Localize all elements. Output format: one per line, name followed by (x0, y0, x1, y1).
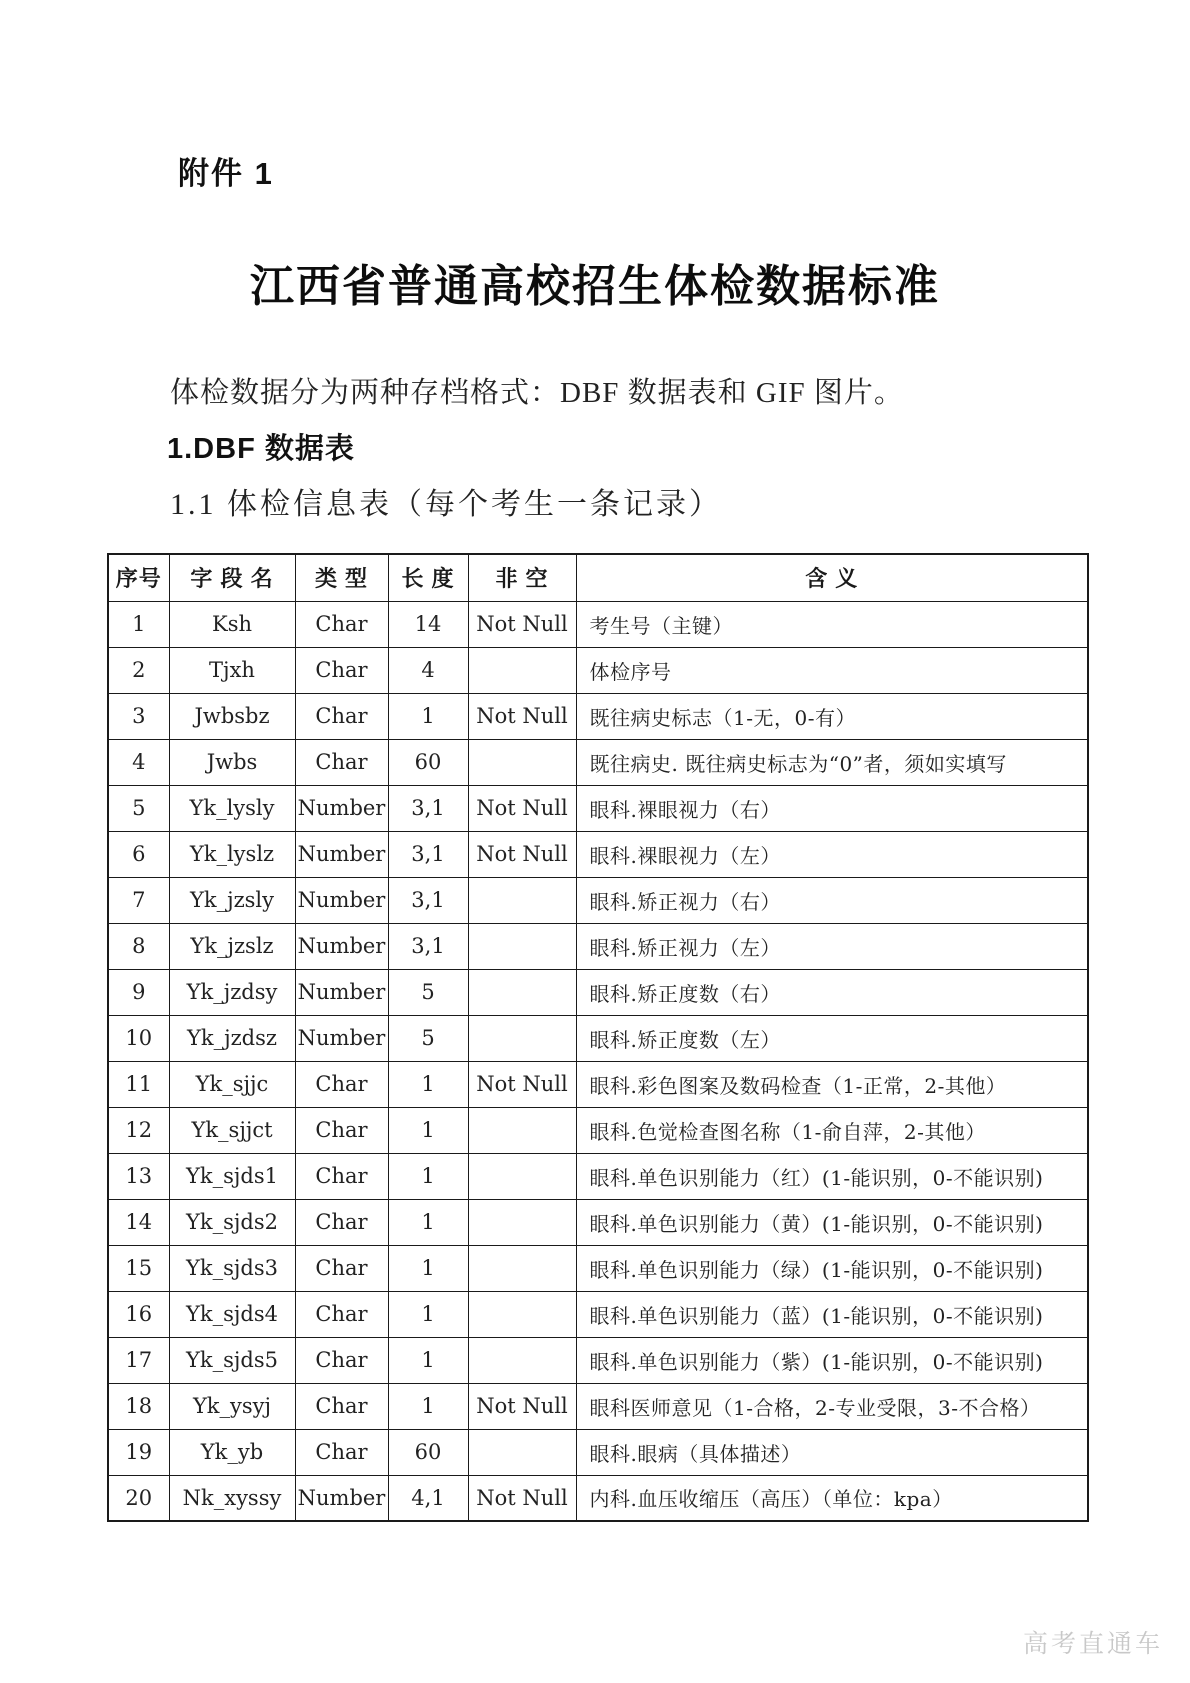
cell-no: 11 (108, 1061, 169, 1107)
table-body (108, 601, 1088, 1521)
cell-meaning: 既往病史标志（1-无，0-有） (576, 693, 1088, 739)
cell-meaning: 眼科.矫正视力（右） (576, 877, 1088, 923)
table-row (108, 785, 1088, 831)
cell-meaning: 眼科医师意见（1-合格，2-专业受限，3-不合格） (576, 1383, 1088, 1429)
cell-not_null (468, 969, 576, 1015)
cell-no: 13 (108, 1153, 169, 1199)
table-row (108, 1475, 1088, 1521)
cell-field: Yk_sjds1 (169, 1153, 295, 1199)
cell-field: Yk_sjds2 (169, 1199, 295, 1245)
cell-meaning: 眼科.矫正度数（右） (576, 969, 1088, 1015)
table-row (108, 1383, 1088, 1429)
cell-length: 1 (388, 1383, 468, 1429)
cell-no: 16 (108, 1291, 169, 1337)
cell-length: 1 (388, 1061, 468, 1107)
cell-field: Jwbsbz (169, 693, 295, 739)
cell-not_null (468, 877, 576, 923)
cell-type: Char (295, 693, 388, 739)
cell-no: 6 (108, 831, 169, 877)
cell-no: 2 (108, 647, 169, 693)
cell-not_null (468, 647, 576, 693)
cell-type: Char (295, 1199, 388, 1245)
cell-length: 3,1 (388, 923, 468, 969)
cell-type: Char (295, 1061, 388, 1107)
cell-length: 5 (388, 1015, 468, 1061)
cell-no: 9 (108, 969, 169, 1015)
table-row (108, 1061, 1088, 1107)
cell-not_null (468, 1245, 576, 1291)
header-length: 长 度 (388, 554, 468, 601)
cell-meaning: 眼科.单色识别能力（黄）(1-能识别，0-不能识别) (576, 1199, 1088, 1245)
header-meaning: 含 义 (576, 554, 1088, 601)
cell-field: Yk_sjjc (169, 1061, 295, 1107)
cell-type: Char (295, 1383, 388, 1429)
cell-not_null: Not Null (468, 1475, 576, 1521)
cell-length: 4 (388, 647, 468, 693)
cell-meaning: 眼科.单色识别能力（蓝）(1-能识别，0-不能识别) (576, 1291, 1088, 1337)
cell-type: Char (295, 1245, 388, 1291)
cell-length: 5 (388, 969, 468, 1015)
table-row (108, 601, 1088, 647)
cell-type: Number (295, 877, 388, 923)
table-row (108, 1015, 1088, 1061)
cell-meaning: 眼科.单色识别能力（紫）(1-能识别，0-不能识别) (576, 1337, 1088, 1383)
cell-length: 1 (388, 1291, 468, 1337)
field-definition-table (107, 553, 1089, 1522)
cell-length: 60 (388, 1429, 468, 1475)
header-field: 字 段 名 (169, 554, 295, 601)
cell-length: 1 (388, 1245, 468, 1291)
cell-field: Yk_ysyj (169, 1383, 295, 1429)
cell-field: Jwbs (169, 739, 295, 785)
cell-type: Number (295, 1475, 388, 1521)
cell-length: 1 (388, 1199, 468, 1245)
cell-type: Char (295, 739, 388, 785)
header-no: 序号 (108, 554, 169, 601)
cell-meaning: 眼科.彩色图案及数码检查（1-正常，2-其他） (576, 1061, 1088, 1107)
cell-length: 3,1 (388, 831, 468, 877)
intro-paragraph: 体检数据分为两种存档格式：DBF 数据表和 GIF 图片。 (170, 377, 904, 409)
cell-field: Yk_jzsly (169, 877, 295, 923)
cell-field: Yk_sjds5 (169, 1337, 295, 1383)
cell-type: Char (295, 1153, 388, 1199)
cell-type: Number (295, 1015, 388, 1061)
cell-length: 60 (388, 739, 468, 785)
cell-meaning: 眼科.单色识别能力（绿）(1-能识别，0-不能识别) (576, 1245, 1088, 1291)
header-notnull: 非 空 (468, 554, 576, 601)
cell-no: 12 (108, 1107, 169, 1153)
table-row (108, 1107, 1088, 1153)
cell-type: Char (295, 1429, 388, 1475)
cell-field: Yk_sjjct (169, 1107, 295, 1153)
cell-meaning: 眼科.矫正视力（左） (576, 923, 1088, 969)
cell-field: Yk_sjds3 (169, 1245, 295, 1291)
cell-no: 20 (108, 1475, 169, 1521)
cell-type: Number (295, 785, 388, 831)
cell-no: 5 (108, 785, 169, 831)
cell-type: Char (295, 1107, 388, 1153)
cell-type: Char (295, 1337, 388, 1383)
header-type: 类 型 (295, 554, 388, 601)
cell-type: Char (295, 1291, 388, 1337)
cell-not_null: Not Null (468, 831, 576, 877)
table-row (108, 969, 1088, 1015)
cell-length: 1 (388, 693, 468, 739)
cell-field: Yk_lysly (169, 785, 295, 831)
cell-length: 14 (388, 601, 468, 647)
cell-no: 10 (108, 1015, 169, 1061)
cell-length: 3,1 (388, 877, 468, 923)
cell-no: 3 (108, 693, 169, 739)
cell-field: Yk_jzdsz (169, 1015, 295, 1061)
table-row (108, 1153, 1088, 1199)
cell-length: 1 (388, 1107, 468, 1153)
table-row (108, 1199, 1088, 1245)
cell-field: Yk_jzslz (169, 923, 295, 969)
cell-no: 14 (108, 1199, 169, 1245)
cell-no: 17 (108, 1337, 169, 1383)
cell-field: Nk_xyssy (169, 1475, 295, 1521)
table-row (108, 1429, 1088, 1475)
cell-meaning: 内科.血压收缩压（高压）（单位：kpa） (576, 1475, 1088, 1521)
table-row (108, 877, 1088, 923)
cell-not_null (468, 1107, 576, 1153)
cell-not_null: Not Null (468, 693, 576, 739)
table-row (108, 831, 1088, 877)
watermark: 高考直通车 (1022, 1630, 1163, 1658)
cell-type: Char (295, 601, 388, 647)
cell-field: Yk_yb (169, 1429, 295, 1475)
cell-not_null (468, 1015, 576, 1061)
cell-meaning: 考生号（主键） (576, 601, 1088, 647)
cell-type: Number (295, 969, 388, 1015)
cell-field: Yk_lyslz (169, 831, 295, 877)
cell-meaning: 眼科.单色识别能力（红）(1-能识别，0-不能识别) (576, 1153, 1088, 1199)
table-row (108, 739, 1088, 785)
table-row (108, 1337, 1088, 1383)
cell-type: Char (295, 647, 388, 693)
cell-no: 1 (108, 601, 169, 647)
cell-field: Yk_jzdsy (169, 969, 295, 1015)
cell-not_null (468, 1291, 576, 1337)
cell-not_null: Not Null (468, 1383, 576, 1429)
cell-length: 1 (388, 1337, 468, 1383)
cell-no: 18 (108, 1383, 169, 1429)
cell-meaning: 眼科.矫正度数（左） (576, 1015, 1088, 1061)
cell-not_null (468, 1337, 576, 1383)
cell-not_null: Not Null (468, 785, 576, 831)
section-heading-dbf: 1.DBF 数据表 (167, 433, 355, 465)
cell-meaning: 眼科.眼病（具体描述） (576, 1429, 1088, 1475)
cell-field: Ksh (169, 601, 295, 647)
subsection-heading-info-table: 1.1 体检信息表（每个考生一条记录） (170, 488, 722, 521)
cell-length: 3,1 (388, 785, 468, 831)
cell-length: 1 (388, 1153, 468, 1199)
cell-field: Tjxh (169, 647, 295, 693)
table-header-row (108, 554, 1088, 601)
table-row (108, 1291, 1088, 1337)
cell-meaning: 眼科.裸眼视力（右） (576, 785, 1088, 831)
cell-type: Number (295, 923, 388, 969)
cell-not_null: Not Null (468, 601, 576, 647)
cell-field: Yk_sjds4 (169, 1291, 295, 1337)
page-title: 江西省普通高校招生体检数据标准 (250, 262, 940, 311)
cell-meaning: 体检序号 (576, 647, 1088, 693)
cell-no: 19 (108, 1429, 169, 1475)
cell-no: 4 (108, 739, 169, 785)
cell-type: Number (295, 831, 388, 877)
cell-meaning: 既往病史. 既往病史标志为“0”者，须如实填写 (576, 739, 1088, 785)
cell-not_null (468, 1199, 576, 1245)
table-row (108, 923, 1088, 969)
attachment-label: 附件 1 (178, 156, 274, 191)
cell-not_null (468, 1429, 576, 1475)
cell-no: 15 (108, 1245, 169, 1291)
table-row (108, 1245, 1088, 1291)
table-row (108, 647, 1088, 693)
cell-not_null (468, 739, 576, 785)
cell-not_null (468, 1153, 576, 1199)
cell-not_null: Not Null (468, 1061, 576, 1107)
cell-no: 7 (108, 877, 169, 923)
cell-meaning: 眼科.裸眼视力（左） (576, 831, 1088, 877)
cell-length: 4,1 (388, 1475, 468, 1521)
cell-no: 8 (108, 923, 169, 969)
cell-not_null (468, 923, 576, 969)
cell-meaning: 眼科.色觉检查图名称（1-俞自萍，2-其他） (576, 1107, 1088, 1153)
table-row (108, 693, 1088, 739)
